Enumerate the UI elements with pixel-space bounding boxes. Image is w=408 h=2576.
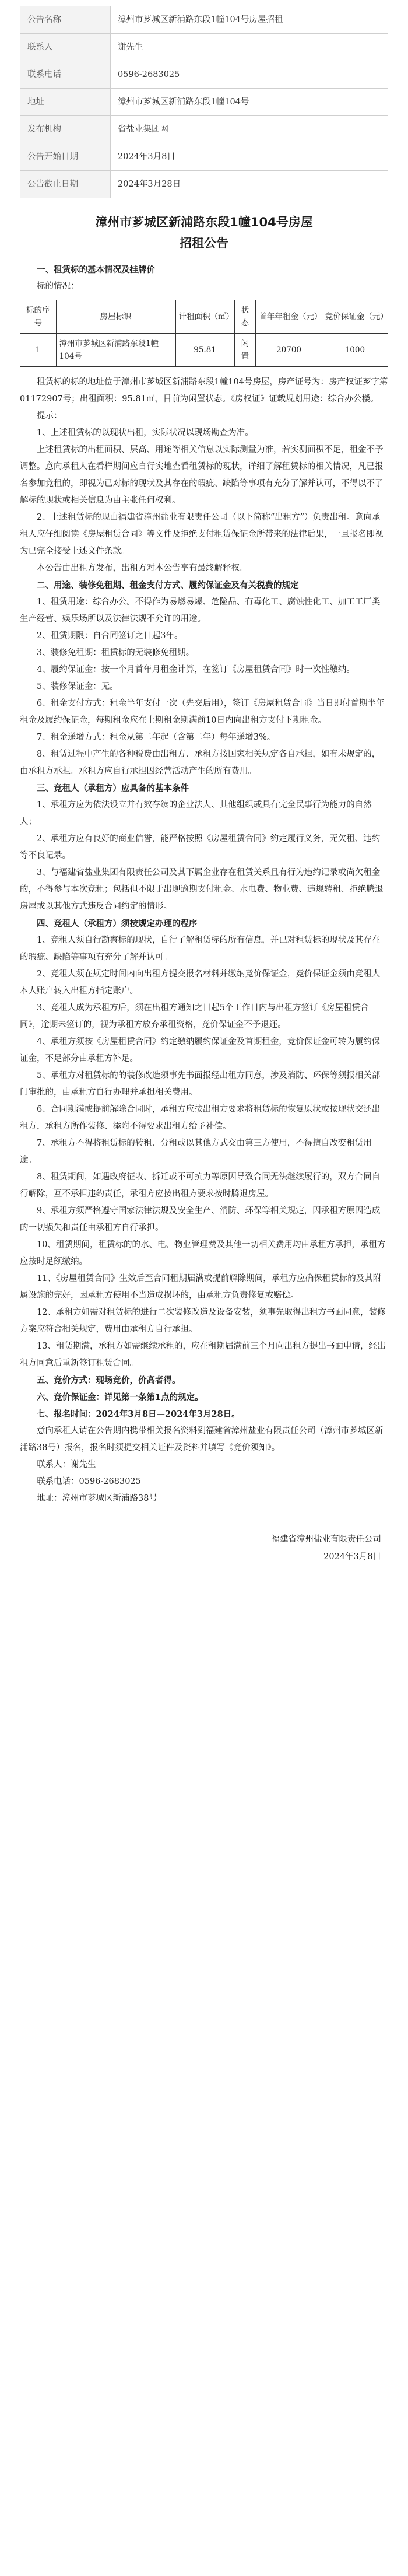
- meta-key: 公告名称: [20, 6, 111, 34]
- table-row: [20, 334, 388, 367]
- paragraph: 提示：: [37, 411, 62, 421]
- paragraph: 1、上述租赁标的以现状出租，实际状况以现场勘查为准。: [37, 428, 254, 438]
- paragraph: 联系电话：0596-2683025: [37, 1477, 141, 1486]
- meta-value: 漳州市芗城区新浦路东段1幢104号: [111, 89, 388, 116]
- meta-row: [20, 116, 388, 144]
- paragraph: 13、租赁期满，承租方如需继续承租的，应在租期届满前三个月向出租方提出书面申请，经出租方同意后重新签订租赁合同。: [20, 1342, 386, 1368]
- section-heading: 七、报名时间：2024年3月8日—2024年3月28日。: [37, 1409, 240, 1419]
- meta-key: 发布机构: [20, 116, 111, 144]
- paragraph: 12、承租方如需对租赁标的进行二次装修改造及设备安装，须事先取得出租方书面同意，装修方案应符合相关规定，费用由承租方自行承担。: [20, 1308, 386, 1334]
- meta-value: 2024年3月8日: [111, 144, 388, 171]
- paragraph: 上述租赁标的出租面积、层高、用途等相关信息以实际测量为准，若实测面积不足，租金不予调整。意向承租人在看样期间应自行实地查看租赁标的现状，详细了解租赁标的相关情况，凡已报名参加竞租的，即视为已对标的现状及其存在的瑕疵、缺陷等事项有充分了解并认可，不得以不了解标的现状或相关信息为由主张任何权利。: [20, 445, 384, 505]
- table-cell: 1000: [322, 334, 388, 367]
- meta-key: 联系电话: [20, 61, 111, 89]
- table-header-cell: 竞价保证金（元）: [322, 300, 388, 334]
- announcement-meta-table: [20, 6, 388, 198]
- paragraph: 8、租赁期间，如遇政府征收、拆迁或不可抗力等原因导致合同无法继续履行的，双方合同自行解除，互不承担违约责任，承租方应按出租方要求按时腾退房屋。: [20, 1172, 381, 1199]
- paragraph: 2、承租方应有良好的商业信誉，能严格按照《房屋租赁合同》约定履行义务，无欠租、违约等不良记录。: [20, 834, 381, 860]
- meta-row: [20, 61, 388, 89]
- table-intro: 标的情况：: [37, 282, 79, 291]
- announcement-title: 漳州市芗城区新浦路东段1幢104号房屋: [95, 215, 313, 229]
- paragraph: 1、竞租人须自行勘察标的现状，自行了解租赁标的所有信息，并已对租赁标的现状及其存在的瑕疵、缺陷等事项有充分了解并认可。: [20, 936, 381, 962]
- table-cell: 20700: [256, 334, 322, 367]
- table-header-cell: 计租面积（㎡）: [175, 300, 234, 334]
- paragraph: 5、装修保证金：无。: [37, 682, 118, 691]
- table-header-cell: 状态: [234, 300, 256, 334]
- issue-date: 2024年3月8日: [323, 1552, 381, 1562]
- section-heading: 三、竞租人（承租方）应具备的基本条件: [37, 783, 189, 793]
- meta-value: 漳州市芗城区新浦路东段1幢104号房屋招租: [111, 6, 388, 34]
- paragraph: 意向承租人请在公告期内携带相关报名资料到福建省漳州盐业有限责任公司（漳州市芗城区新浦路38号）报名，报名时须提交相关证件及资料并填写《竞价须知》。: [20, 1426, 384, 1452]
- table-cell: 闲置: [234, 334, 256, 367]
- paragraph: 7、承租方不得将租赁标的转租、分租或以其他方式交由第三方使用，不得擅自改变租赁用途。: [20, 1139, 372, 1165]
- section-heading: 六、竞价保证金：详见第一条第1点的规定。: [37, 1392, 203, 1402]
- table-header-cell: 房屋标识: [56, 300, 175, 334]
- paragraph: 本公告由出租方发布，出租方对本公告享有最终解释权。: [37, 564, 248, 573]
- meta-value: 0596-2683025: [111, 61, 388, 89]
- paragraph: 3、竞租人成为承租方后，须在出租方通知之日起5个工作日内与出租方签订《房屋租赁合同》，逾期未签订的，视为承租方放弃承租资格，竞价保证金不予退还。: [20, 1003, 369, 1030]
- meta-key: 公告开始日期: [20, 144, 111, 171]
- table-cell: 漳州市芗城区新浦路东段1幢104号: [56, 334, 175, 367]
- section-heading: 二、用途、装修免租期、租金支付方式、履约保证金及有关税费的规定: [37, 580, 299, 590]
- meta-row: [20, 144, 388, 171]
- paragraph: 5、承租方对租赁标的的装修改造须事先书面报经出租方同意，涉及消防、环保等须报相关部门审批的，由承租方自行办理并承担相关费用。: [20, 1071, 381, 1097]
- signature-block: [20, 1531, 388, 1566]
- section-heading: 五、竞价方式：现场竞价，价高者得。: [37, 1376, 181, 1385]
- table-cell: 1: [20, 334, 57, 367]
- meta-row: [20, 34, 388, 61]
- paragraph: 3、与福建省盐业集团有限责任公司及其下属企业存在租赁关系且有行为违约记录或尚欠租金的，不得参与本次竞租；包括但不限于出现逾期支付租金、水电费、物业费、违规转租、拒绝腾退房屋或以其他方式违反合同约定的情形。: [20, 868, 384, 911]
- paragraph: 地址：漳州市芗城区新浦路38号: [37, 1494, 157, 1503]
- paragraph: 10、租赁期间，租赁标的的水、电、物业管理费及其他一切相关费用均由承租方承担，承租方应按时足额缴纳。: [20, 1240, 386, 1266]
- property-info-table: [20, 300, 388, 367]
- paragraph: 4、承租方须按《房屋租赁合同》约定缴纳履约保证金及首期租金，竞价保证金可转为履约保证金，不足部分由承租方补足。: [20, 1037, 381, 1063]
- meta-row: [20, 171, 388, 198]
- table-cell: 95.81: [175, 334, 234, 367]
- paragraph: 2、租赁期限：自合同签订之日起3年。: [37, 631, 183, 640]
- paragraph: 8、租赁过程中产生的各种税费由出租方、承租方按国家相关规定各自承担，如有未规定的，由承租方承担。承租方应自行承担因经营活动产生的所有费用。: [20, 750, 381, 776]
- paragraph: 租赁标的标的地址位于漳州市芗城区新浦路东段1幢104号房屋，房产证号为：房产权证芗字第01172907号；出租面积：95.81㎡，目前为闲置状态。《房权证》证载规划用途：综合办公楼。: [20, 377, 388, 404]
- issuer-name: 福建省漳州盐业有限责任公司: [271, 1535, 381, 1544]
- meta-value: 谢先生: [111, 34, 388, 61]
- section-heading: 一、租赁标的基本情况及挂牌价: [37, 265, 155, 275]
- paragraph: 6、租金支付方式：租金半年支付一次（先交后用），签订《房屋租赁合同》当日即付首期半年租金及履约保证金，每期租金应在上期租金期满前10日内向出租方支付下期租金。: [20, 699, 385, 725]
- paragraph: 1、承租方应为依法设立并有效存续的企业法人、其他组织或具有完全民事行为能力的自然人；: [20, 800, 372, 827]
- meta-value: 省盐业集团网: [111, 116, 388, 144]
- paragraph: 1、租赁用途：综合办公。不得作为易燃易爆、危险品、有毒化工、腐蚀性化工、加工工厂类生产经营、娱乐场所以及法律法规不允许的用途。: [20, 597, 381, 624]
- paragraph: 3、装修免租期：租赁标的无装修免租期。: [37, 648, 195, 657]
- paragraph: 联系人：谢先生: [37, 1460, 96, 1469]
- meta-row: [20, 6, 388, 34]
- meta-key: 联系人: [20, 34, 111, 61]
- paragraph-list: [20, 374, 388, 1507]
- paragraph: 6、合同期满或提前解除合同时，承租方应按出租方要求将租赁标的恢复原状或按现状交还出租方，承租方所作装修、添附不得要求出租方给予补偿。: [20, 1105, 381, 1131]
- paragraph: 2、上述租赁标的现由福建省漳州盐业有限责任公司（以下简称“出租方”）负责出租。意向承租人应仔细阅读《房屋租赁合同》等文件及拒绝支付租赁保证金所带来的法律后果，一旦报名即视为已完全接受上述文件条款。: [20, 513, 384, 556]
- announcement-body: [20, 261, 388, 1507]
- meta-value: 2024年3月28日: [111, 171, 388, 198]
- table-header-cell: 标的序号: [20, 300, 57, 334]
- paragraph: 4、履约保证金：按一个月首年月租金计算，在签订《房屋租赁合同》时一次性缴纳。: [37, 665, 355, 674]
- paragraph: 7、租金递增方式：租金从第二年起（含第二年）每年递增3%。: [37, 733, 276, 742]
- meta-key: 公告截止日期: [20, 171, 111, 198]
- paragraph: 9、承租方须严格遵守国家法律法规及安全生产、消防、环保等相关规定，因承租方原因造成的一切损失和责任由承租方自行承担。: [20, 1206, 381, 1233]
- section-heading: 四、竞租人（承租方）须按规定办理的程序: [37, 919, 198, 929]
- meta-row: [20, 89, 388, 116]
- table-header-cell: 首年年租金（元）: [256, 300, 322, 334]
- announcement-subtitle: 招租公告: [180, 236, 228, 250]
- paragraph: 11、《房屋租赁合同》生效后至合同租期届满或提前解除期间，承租方应确保租赁标的及其附属设施的完好，因承租方使用不当造成损坏的，由承租方负责修复或赔偿。: [20, 1274, 382, 1300]
- paragraph: 2、竞租人须在规定时间内向出租方提交报名材料并缴纳竞价保证金，竞价保证金须由竞租人本人账户转入出租方指定账户。: [20, 970, 381, 996]
- meta-key: 地址: [20, 89, 111, 116]
